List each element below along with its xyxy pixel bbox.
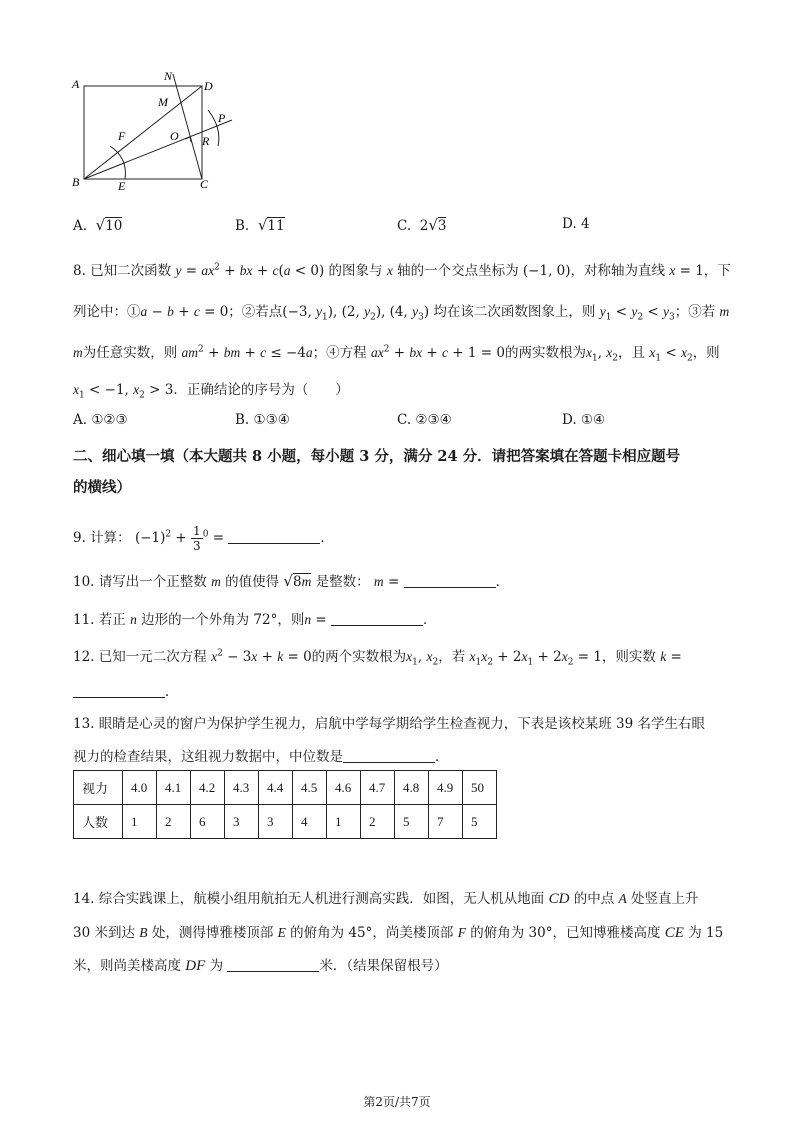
label-m: M <box>158 95 168 109</box>
q8-option-a: A. ①②③ <box>73 412 128 428</box>
table-cell: 3 <box>225 805 259 839</box>
q13-answer-blank[interactable] <box>343 749 435 763</box>
section-2-heading-line1: 二、细心填一填（本大题共 8 小题，每小题 3 分，满分 24 分．请把答案填在答题卡相应题号 <box>73 448 681 465</box>
q14-line1: 14. 综合实践课上，航模小组用航拍无人机进行测高实践．如图，无人机从地面 CD 的中点 A 处竖直上升 <box>73 891 699 907</box>
q14-line3: 米，则尚美楼高度 DF 为 米．（结果保留根号） <box>73 958 448 974</box>
label-p: P <box>218 111 226 125</box>
label-f: F <box>118 129 126 143</box>
label-r: R <box>202 134 210 148</box>
table-cell: 6 <box>191 805 225 839</box>
q7-option-d: D. 4 <box>562 216 590 232</box>
table-cell: 4.9 <box>429 771 463 805</box>
q14-line2: 30 米到达 B 处，测得博雅楼顶部 E 的俯角为 45°，尚美楼顶部 F 的俯角为 30°，已知博雅楼高度 CE 为 15 <box>73 925 724 941</box>
table-cell: 4.8 <box>395 771 429 805</box>
right-angle-mark <box>185 137 191 142</box>
q7-option-b: B. √11 <box>235 216 285 234</box>
q7-option-a: A. √10 <box>73 216 123 234</box>
geometry-figure <box>60 66 250 196</box>
q8-line3: m为任意实数，则 $am^2$ + bm + c ≤ −4a；④方程 $ax^2$ + bx + c + 1 = 0的两实数根为$x_1$, $x_2$，且 $x_1 < x_2$，则 <box>73 344 720 364</box>
q8-option-d: D. ①④ <box>562 412 606 428</box>
table-cell: 5 <box>395 805 429 839</box>
table-row-vision <box>74 771 497 805</box>
table-cell: 4.2 <box>191 771 225 805</box>
q8-line2: 列论中：①a − b + c = 0；②若点(−3, $y_1$), (2, $y_2$), (4, $y_3$) 均在该二次函数图象上，则 $y_1 < y_2 < y_3$；③若 m <box>73 304 730 323</box>
q10-answer-blank[interactable] <box>404 574 496 588</box>
table-cell: 3 <box>259 805 293 839</box>
table-header-count: 人数 <box>74 805 123 839</box>
q8-line4: $x_1 < -1$, $x_2 > 3$．正确结论的序号为（ ） <box>73 382 349 401</box>
q9: 9. 计算： $(-1)^2$ + $\frac{1}{3}$ $^0$ = ． <box>73 524 334 553</box>
q8-line1: 8. 已知二次函数 $y = ax^2$ + bx + c(a < 0) 的图象与 x 轴的一个交点坐标为 (−1, 0)，对称轴为直线 x = 1，下 <box>73 262 731 279</box>
table-cell: 5 <box>463 805 497 839</box>
table-header-vision: 视力 <box>74 771 123 805</box>
q11-answer-blank[interactable] <box>331 612 423 626</box>
q9-answer-blank[interactable] <box>228 530 320 544</box>
table-cell: 4.4 <box>259 771 293 805</box>
q13-line1: 13. 眼睛是心灵的窗户为保护学生视力，启航中学每学期给学生检查视力，下表是该校某班 39 名学生右眼 <box>73 716 706 732</box>
vision-table <box>73 770 497 839</box>
table-cell: 4.7 <box>361 771 395 805</box>
q12-answer-blank[interactable] <box>73 684 165 698</box>
label-n: N <box>164 69 173 83</box>
page-footer: 第2页/共7页 <box>363 1095 431 1109</box>
ray-bp <box>84 120 232 179</box>
table-cell: 4.6 <box>327 771 361 805</box>
q11: 11. 若正 n 边形的一个外角为 72°，则n = ． <box>73 612 437 628</box>
diagonal-bd <box>84 86 202 179</box>
q7-option-c: C. 2√3 <box>397 216 447 234</box>
label-e: E <box>118 179 126 193</box>
q13-line2: 视力的检查结果，这组视力数据中，中位数是 ． <box>73 749 449 765</box>
q12-line2: ． <box>73 684 179 700</box>
q8-option-c: C. ②③④ <box>397 412 452 428</box>
table-cell: 4.5 <box>293 771 327 805</box>
label-c: C <box>200 177 209 191</box>
label-b: B <box>72 175 80 189</box>
table-cell: 4.3 <box>225 771 259 805</box>
table-cell: 4 <box>293 805 327 839</box>
label-d: D <box>204 79 213 93</box>
table-cell: 1 <box>327 805 361 839</box>
label-o: O <box>170 129 179 143</box>
q14-answer-blank[interactable] <box>227 958 319 972</box>
q10: 10. 请写出一个正整数 m 的值使得 √8m 是整数： m = ． <box>73 572 510 590</box>
table-row-count <box>74 805 497 839</box>
label-a: A <box>72 77 80 91</box>
table-cell: 2 <box>361 805 395 839</box>
table-cell: 7 <box>429 805 463 839</box>
table-cell: 4.0 <box>123 771 157 805</box>
table-cell: 2 <box>157 805 191 839</box>
table-cell: 1 <box>123 805 157 839</box>
section-2-heading-line2: 的横线） <box>73 479 131 496</box>
arc-ef <box>110 146 125 179</box>
q12-line1: 12. 已知一元二次方程 $x^2 - 3x + k = 0$的两个实数根为$x_1$, $x_2$，若 $x_1x_2 + 2x_1 + 2x_2 = 1$，则实数 k = <box>73 648 682 668</box>
table-cell: 4.1 <box>157 771 191 805</box>
table-cell: 50 <box>463 771 497 805</box>
q8-option-b: B. ①③④ <box>235 412 290 428</box>
